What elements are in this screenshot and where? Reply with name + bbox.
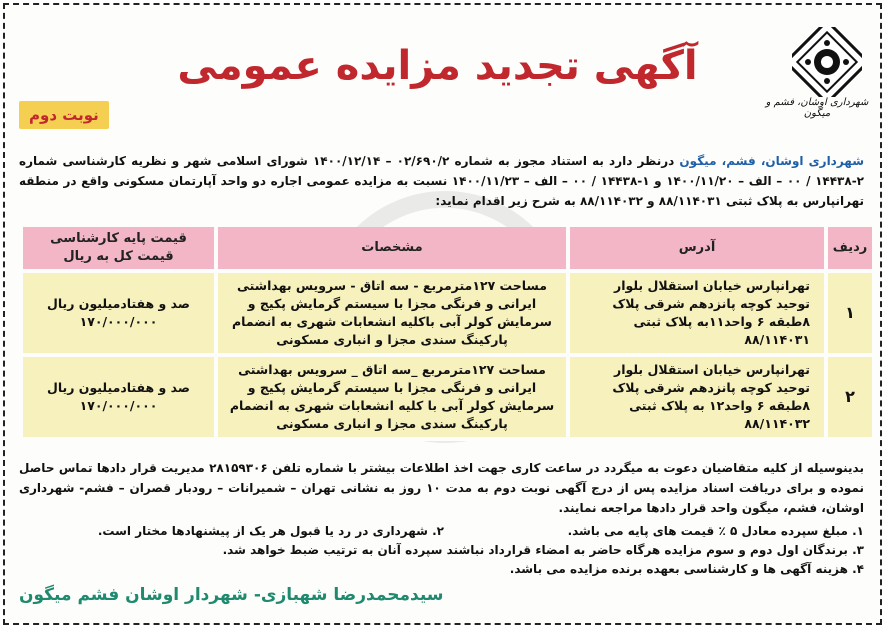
- notes-row: [19, 560, 864, 579]
- auction-table: [19, 227, 876, 441]
- header-specs: مشخصات: [216, 227, 568, 271]
- page-title: آگهی تجدید مزایده عمومی: [177, 43, 698, 89]
- row-number: ۲: [826, 355, 874, 439]
- mayor-signature: سیدمحمدرضا شهبازی- شهردار اوشان فشم میگون: [19, 585, 444, 605]
- header-address: آدرس: [568, 227, 826, 271]
- header-row-num: ردیف: [826, 227, 874, 271]
- header-price: [21, 227, 216, 271]
- notes-row: [19, 522, 864, 541]
- row-price-number: ۱۷۰/۰۰۰/۰۰۰: [79, 398, 158, 413]
- ad-page: [3, 3, 882, 625]
- table-row: [21, 271, 874, 355]
- row-price-number: ۱۷۰/۰۰۰/۰۰۰: [79, 314, 158, 329]
- note-4: ۴. هزینه آگهی ها و کارشناسی بعهده برنده مزایده می باشد.: [509, 562, 864, 576]
- note-1: ۱. مبلغ سپرده معادل ۵ ٪ قیمت های پایه می باشد.: [567, 524, 864, 538]
- notes-list: [19, 522, 864, 579]
- header-price-line1: قیمت پایه کارشناسی: [50, 231, 187, 246]
- row-price: [21, 355, 216, 439]
- municipality-name: شهرداری اوشان، فشم، میگون: [679, 154, 865, 168]
- table-row: [21, 355, 874, 439]
- header-price-line2: قیمت کل به ریال: [63, 249, 174, 264]
- row-address: تهرانپارس خیابان استقلال بلوار توحید کوچه پانزدهم شرقی پلاک ۸طبقه ۶ واحد۱۱به پلاک ثبتی ۸۸/۱۱۴۰۳۱: [568, 271, 826, 355]
- logo-caption: شهرداری اوشان، فشم و میگون: [765, 97, 869, 119]
- note-2: ۲. شهرداری در رد یا قبول هر یک از پیشنهادها مختار است.: [97, 524, 444, 538]
- round-badge: نوبت دوم: [19, 101, 109, 129]
- intro-text: درنظر دارد به استناد مجوز به شماره ۰۲/۶۹۰/۲ – ۱۴۰۰/۱۲/۱۴ شورای اسلامی شهر و نظریه کارشناسی شماره ۲-۱۴۴۳۸ / ۰۰ – الف – ۱۴۰۰/۱۱/۲۰ و ۱-۱۴۴۳۸ / ۰۰ – الف – ۱۴۰۰/۱۱/۲۳ نسبت به مزایده عمومی اجاره دو واحد آپارتمان مسکونی واقع در منطقه تهرانپارس به پلاک ثبتی ۸۸/۱۱۴۰۳۱ و ۸۸/۱۱۴۰۳۲ به شرح زیر اقدام نماید:: [19, 154, 864, 208]
- header: [5, 5, 880, 137]
- row-price-text: صد و هفتادمیلیون ریال: [47, 296, 190, 311]
- intro-paragraph: [19, 151, 864, 211]
- row-price-text: صد و هفتادمیلیون ریال: [47, 380, 190, 395]
- row-specs: مساحت ۱۲۷مترمربع _سه اتاق _ سرویس بهداشتی ایرانی و فرنگی مجزا با سیستم گرمایش پکیج و سرمایش کولر آبی با کلیه انشعابات شهری به انضمام پارکینگ سندی مجزا و انباری مسکونی: [216, 355, 568, 439]
- municipality-logo: [792, 27, 862, 97]
- notes-row: [19, 541, 864, 560]
- row-number: ۱: [826, 271, 874, 355]
- closing-paragraph: بدینوسیله از کلیه متقاضیان دعوت به میگردد در ساعت کاری جهت اخذ اطلاعات بیشتر با شماره تلفن ۲۸۱۵۹۳۰۶ مدیریت قرار دادها تماس حاصل نموده و برای دریافت اسناد مزایده پس از درج آگهی نوبت دوم به مدت ۱۰ روز به نشانی تهران – شمیرانات – رودبار قصران – فشم- شهرداری اوشان، فشم، میگون واحد قرار دادها مراجعه نمایند.: [19, 461, 864, 515]
- table-header-row: [21, 227, 874, 271]
- row-price: [21, 271, 216, 355]
- row-address: تهرانپارس خیابان استقلال بلوار توحید کوچه پانزدهم شرقی پلاک ۸طبقه ۶ واحد۱۲ به پلاک ثبتی ۸۸/۱۱۴۰۳۲: [568, 355, 826, 439]
- note-3: ۳. برندگان اول دوم و سوم مزایده هرگاه حاضر به امضاء قرارداد نباشند سپرده آنان به ترتیب ضبط خواهد شد.: [222, 543, 864, 557]
- row-specs: مساحت ۱۲۷مترمربع - سه اتاق - سرویس بهداشتی ایرانی و فرنگی مجزا با سیستم گرمایش پکیج و سرمایش کولر آبی باکلیه انشعابات شهری به انضمام پارکینگ سندی مجزا و انباری مسکونی: [216, 271, 568, 355]
